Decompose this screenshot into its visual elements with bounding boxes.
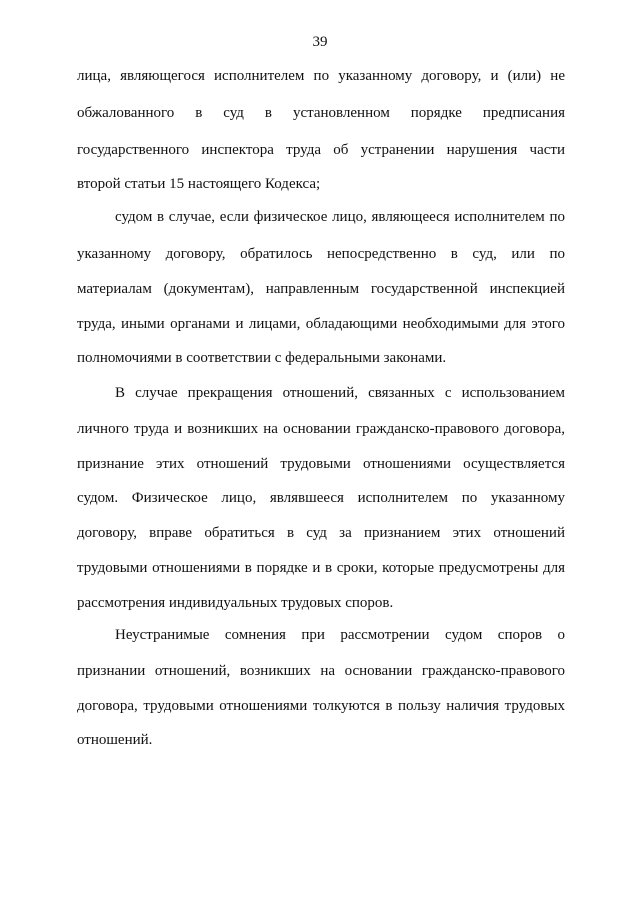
text-line: судом. Физическое лицо, являвшееся исполнителем по указанному — [77, 490, 565, 506]
text-line: В случае прекращения отношений, связанных с использованием — [115, 385, 565, 401]
text-line: трудовыми отношениями в порядке и в сроки, которые предусмотрены для — [77, 560, 565, 576]
text-line: договору, вправе обратиться в суд за признанием этих отношений — [77, 525, 565, 541]
text-line: полномочиями в соответствии с федеральными законами. — [77, 350, 447, 366]
text-line: государственного инспектора труда об устранении нарушения части — [77, 142, 565, 158]
text-line: признании отношений, возникших на основании гражданско-правового — [77, 663, 565, 679]
text-line: указанному договору, обратилось непосредственно в суд, или по — [77, 246, 565, 262]
page-number: 39 — [312, 34, 328, 50]
text-line: второй статьи 15 настоящего Кодекса; — [77, 176, 321, 192]
text-line: труда, иными органами и лицами, обладающими необходимыми для этого — [77, 316, 565, 332]
text-line: рассмотрения индивидуальных трудовых споров. — [77, 595, 394, 611]
text-line: обжалованного в суд в установленном порядке предписания — [77, 105, 565, 121]
text-line: судом в случае, если физическое лицо, являющееся исполнителем по — [115, 209, 565, 225]
text-line: лица, являющегося исполнителем по указанному договору, и (или) не — [77, 68, 565, 84]
text-line: личного труда и возникших на основании гражданско-правового договора, — [77, 421, 565, 437]
text-line: признание этих отношений трудовыми отношениями осуществляется — [77, 456, 565, 472]
text-line: отношений. — [77, 732, 153, 748]
text-line: материалам (документам), направленным государственной инспекцией — [77, 281, 565, 297]
text-line: договора, трудовыми отношениями толкуются в пользу наличия трудовых — [77, 698, 565, 714]
text-line: Неустранимые сомнения при рассмотрении судом споров о — [115, 627, 565, 643]
